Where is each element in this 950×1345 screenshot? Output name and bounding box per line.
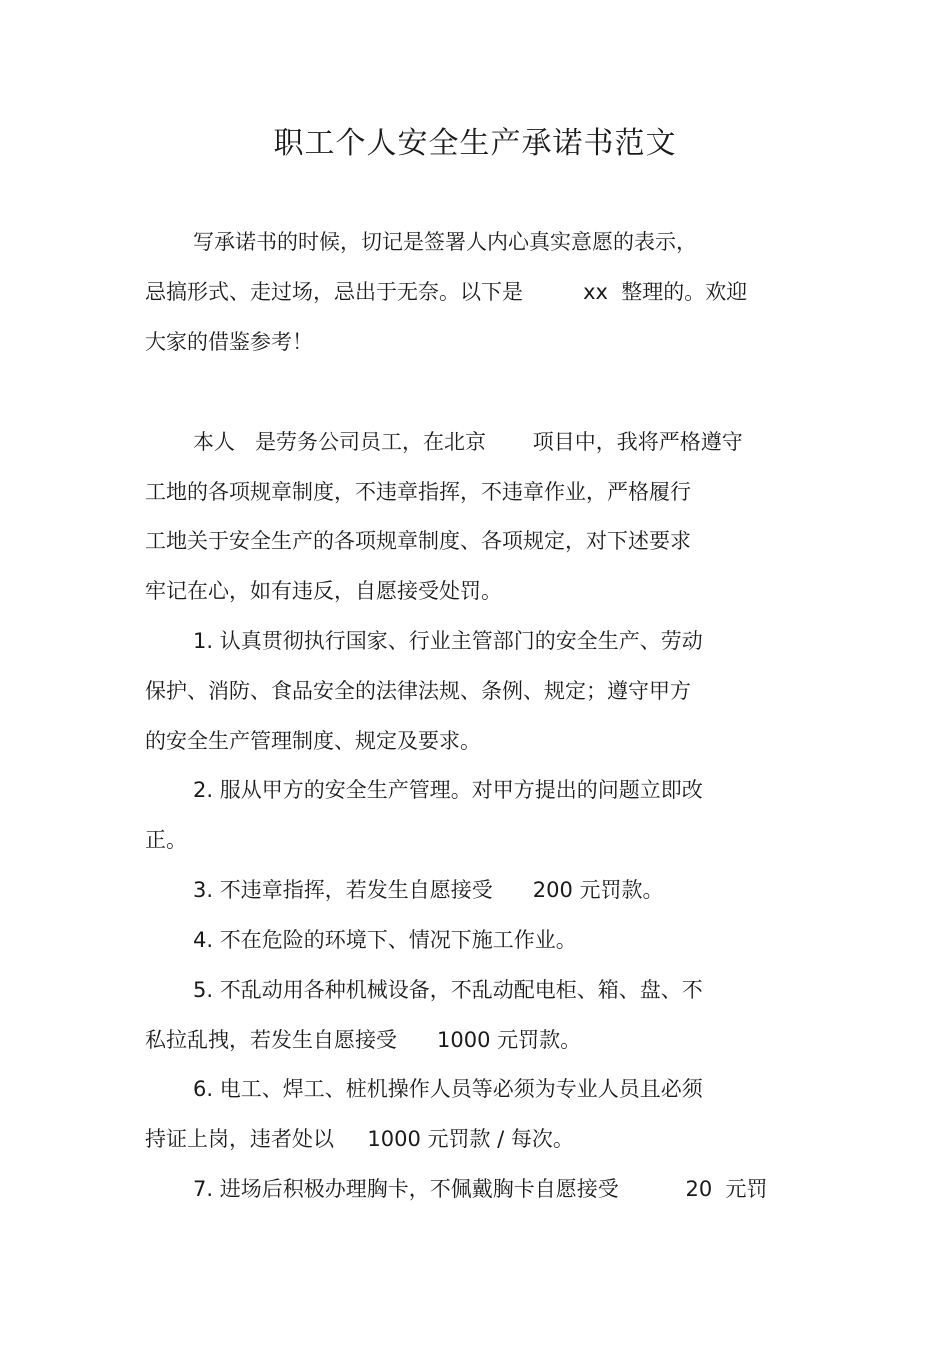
item-2-line-2: 正。 (145, 828, 187, 852)
document-title: 职工个人安全生产承诺书范文 (273, 126, 677, 161)
item-4-line-1: 4. 不在危险的环境下、情况下施工作业。 (193, 928, 577, 952)
item-1-line-2: 保护、消防、食品安全的法律法规、条例、规定；遵守甲方 (145, 679, 691, 703)
item-3-line-1: 3. 不违章指挥，若发生自愿接受 200 元罚款。 (193, 878, 664, 902)
body-line-2: 工地的各项规章制度，不违章指挥，不违章作业，严格履行 (145, 480, 691, 504)
item-1-line-3: 的安全生产管理制度、规定及要求。 (145, 729, 481, 753)
body-line-1: 本人 是劳务公司员工，在北京 项目中，我将严格遵守 (193, 430, 743, 454)
item-6-line-1: 6. 电工、焊工、桩机操作人员等必须为专业人员且必须 (193, 1077, 703, 1101)
intro-line-2: 忌搞形式、走过场，忌出于无奈。以下是 xx 整理的。欢迎 (145, 280, 748, 304)
intro-line-3: 大家的借鉴参考！ (145, 330, 313, 354)
body-line-4: 牢记在心，如有违反，自愿接受处罚。 (145, 579, 502, 603)
item-5-line-2: 私拉乱拽，若发生自愿接受 1000 元罚款。 (145, 1028, 582, 1052)
intro-line-1: 写承诺书的时候，切记是签署人内心真实意愿的表示， (193, 230, 697, 254)
item-1-line-1: 1. 认真贯彻执行国家、行业主管部门的安全生产、劳动 (193, 629, 703, 653)
item-6-line-2: 持证上岗，违者处以 1000 元罚款 / 每次。 (145, 1127, 574, 1151)
item-5-line-1: 5. 不乱动用各种机械设备，不乱动配电柜、箱、盘、不 (193, 978, 703, 1002)
body-line-3: 工地关于安全生产的各项规章制度、各项规定，对下述要求 (145, 529, 691, 553)
item-2-line-1: 2. 服从甲方的安全生产管理。对甲方提出的问题立即改 (193, 778, 703, 802)
item-7-line-1: 7. 进场后积极办理胸卡，不佩戴胸卡自愿接受 20 元罚 (193, 1177, 768, 1201)
